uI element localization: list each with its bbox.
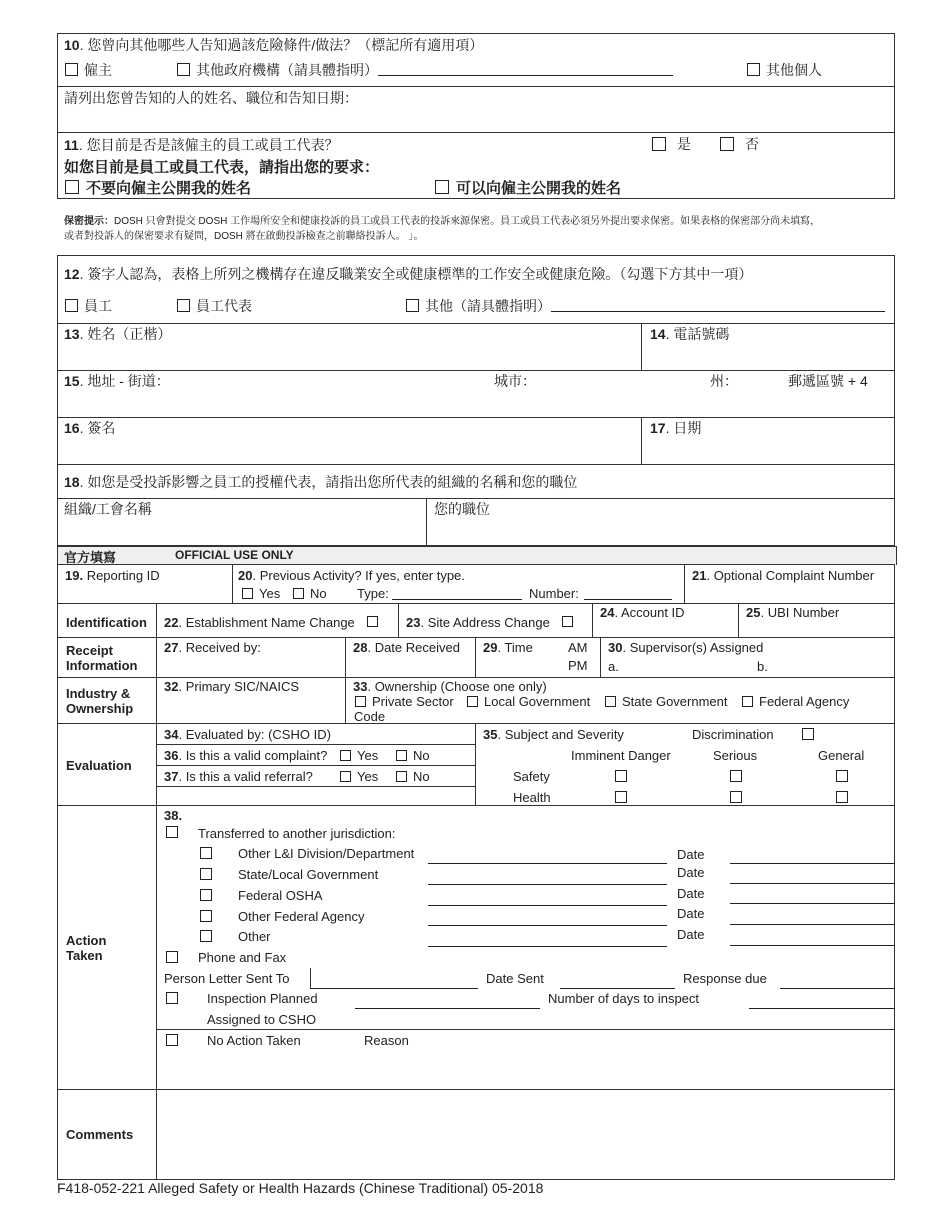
q10-list-prompt: 請列出您曾告知的人的姓名、職位和告知日期：: [64, 90, 358, 106]
jurisdiction-date-label: Date: [677, 847, 705, 862]
divider: [345, 677, 346, 723]
person-letter-label: Person Letter Sent To: [164, 971, 290, 986]
divider: [156, 744, 475, 745]
f29-am[interactable]: AM: [568, 640, 588, 655]
f20-yes-label: Yes: [259, 586, 281, 601]
divider: [57, 603, 895, 604]
f20-yes-checkbox[interactable]: [242, 588, 253, 599]
action-label: Action: [66, 933, 107, 948]
jurisdiction-date-label: Date: [677, 906, 705, 921]
f22-checkbox[interactable]: [367, 616, 378, 627]
divider: [426, 498, 427, 546]
q16-signature-label: 16. 簽名: [64, 420, 116, 436]
jurisdiction-checkbox[interactable]: [200, 889, 212, 901]
f33-private-label: Private Sector: [372, 694, 454, 709]
q11-no-checkbox[interactable]: [720, 137, 734, 151]
f23-site-change: 23. Site Address Change: [406, 615, 550, 630]
divider: [57, 677, 895, 678]
confidentiality-note-line2: 或者對投訴人的保密要求有疑問，DOSH 將在啟動投訴檢查之前聯絡投訴人。 」。: [64, 231, 424, 242]
f20-number-label: Number:: [529, 586, 579, 601]
q11-question: 11. 您目前是否是該僱主的員工或員工代表？: [64, 137, 339, 153]
f37-yes-label: Yes: [357, 769, 379, 784]
jurisdiction-line[interactable]: [428, 925, 667, 926]
q12-other-label: 其他（請具體指明）: [425, 298, 551, 314]
evaluation-label: Evaluation: [66, 758, 132, 773]
health-imminent-checkbox[interactable]: [615, 791, 627, 803]
date-sent-field[interactable]: [560, 988, 675, 989]
person-letter-field[interactable]: [310, 988, 478, 989]
q11-request: 如您目前是員工或員工代表，請指出您的要求：: [64, 159, 380, 176]
person-letter-field-edge: [310, 968, 311, 988]
f35-health-label: Health: [513, 790, 551, 805]
f33-private-checkbox[interactable]: [355, 696, 366, 707]
q11-yes-label: 是: [677, 136, 691, 152]
f37-yes-checkbox[interactable]: [340, 771, 351, 782]
jurisdiction-date-line[interactable]: [730, 924, 895, 925]
jurisdiction-date-line[interactable]: [730, 863, 895, 864]
q11-yes-checkbox[interactable]: [652, 137, 666, 151]
q12-other-line[interactable]: [551, 311, 885, 312]
industry-label: Industry &: [66, 686, 131, 701]
f38-number: 38.: [164, 808, 183, 823]
q11-show-name-label: 可以向僱主公開我的姓名: [456, 180, 622, 197]
phone-fax-checkbox[interactable]: [166, 951, 178, 963]
q15-state-label: 州：: [710, 373, 738, 389]
f20-no-label: No: [310, 586, 327, 601]
f33-federal-checkbox[interactable]: [742, 696, 753, 707]
jurisdiction-checkbox[interactable]: [200, 910, 212, 922]
q13-name-label: 13. 姓名（正楷）: [64, 326, 172, 342]
receipt-label-2: Information: [66, 658, 138, 673]
divider: [57, 417, 895, 418]
response-due-label: Response due: [683, 971, 767, 986]
f19-reporting-id: 19. Reporting ID: [65, 568, 160, 583]
safety-general-checkbox[interactable]: [836, 770, 848, 782]
jurisdiction-date-line[interactable]: [730, 945, 895, 946]
q11-hide-name-label: 不要向僱主公開我的姓名: [86, 180, 252, 197]
f33-local-label: Local Government: [484, 694, 591, 709]
f33-local-checkbox[interactable]: [467, 696, 478, 707]
f33-ownership: 33. Ownership (Choose one only): [353, 679, 547, 694]
date-sent-label: Date Sent: [486, 971, 544, 986]
f35-safety-label: Safety: [513, 769, 550, 784]
jurisdiction-checkbox[interactable]: [200, 868, 212, 880]
f20-previous-activity: 20. Previous Activity? If yes, enter type.: [238, 568, 465, 583]
f30-a: a.: [608, 659, 619, 674]
days-label: Number of days to inspect: [548, 991, 700, 1006]
divider: [57, 86, 895, 87]
divider: [57, 805, 895, 806]
comments-label: Comments: [66, 1127, 134, 1142]
f35-subject-severity: 35. Subject and Severity: [483, 727, 624, 742]
jurisdiction-line[interactable]: [428, 863, 667, 864]
f29-pm[interactable]: PM: [568, 658, 588, 673]
q15-address-label: 15. 地址 - 街道：: [64, 373, 170, 389]
q12-other-checkbox[interactable]: [406, 299, 419, 312]
q10-employer-checkbox[interactable]: [65, 63, 78, 76]
jurisdiction-line[interactable]: [428, 946, 667, 947]
divider: [57, 323, 895, 324]
q15-zip-label: 郵遞區號 + 4: [788, 373, 868, 389]
f30-supervisors: 30. Supervisor(s) Assigned: [608, 640, 764, 655]
q18-question: 18. 如您是受投訴影響之員工的授權代表，請指出您所代表的組織的名稱和您的職位: [64, 474, 578, 490]
f20-number-field[interactable]: [584, 599, 672, 600]
q11-no-label: 否: [745, 136, 759, 152]
days-field[interactable]: [749, 1008, 895, 1009]
q10-other-gov-line[interactable]: [378, 75, 673, 76]
jurisdiction-checkbox[interactable]: [200, 847, 212, 859]
jurisdiction-line[interactable]: [428, 905, 667, 906]
f35-discrimination-label: Discrimination: [692, 727, 774, 742]
inspection-checkbox[interactable]: [166, 992, 178, 1004]
f37-no-checkbox[interactable]: [396, 771, 407, 782]
divider: [738, 603, 739, 637]
receipt-label: Receipt: [66, 643, 113, 658]
f36-no-label: No: [413, 748, 430, 763]
divider: [600, 637, 601, 677]
official-table: [57, 564, 895, 1180]
divider: [592, 603, 593, 637]
q18-title-label: 您的職位: [434, 501, 490, 517]
divider: [156, 765, 475, 766]
q10-other-gov-label: 其他政府機構（請具體指明）: [196, 62, 378, 78]
f20-type-label: Type:: [357, 586, 389, 601]
divider: [57, 637, 895, 638]
health-general-checkbox[interactable]: [836, 791, 848, 803]
reason-label: Reason: [364, 1033, 409, 1048]
divider: [232, 564, 233, 603]
q12-question: 12. 簽字人認為，表格上所列之機構存在違反職業安全或健康標準的工作安全或健康危險。（勾選下方其中一項）: [64, 266, 753, 282]
q14-phone-label: 14. 電話號碼: [650, 326, 730, 342]
q10-question: 10. 您曾向其他哪些人告知過該危險條件/做法？（標記所有適用項）: [64, 37, 484, 53]
f36-no-checkbox[interactable]: [396, 750, 407, 761]
f33-federal-label: Federal Agency: [759, 694, 850, 709]
f30-b: b.: [757, 659, 768, 674]
comments-field[interactable]: [157, 1090, 894, 1179]
q10-other-person-label: 其他個人: [766, 62, 822, 78]
no-action-label: No Action Taken: [207, 1033, 301, 1048]
no-action-checkbox[interactable]: [166, 1034, 178, 1046]
q12-employee-label: 員工: [84, 298, 112, 314]
official-use-en: OFFICIAL USE ONLY: [175, 548, 294, 562]
f35-discrimination-checkbox[interactable]: [802, 728, 814, 740]
q10-employer-label: 僱主: [84, 62, 112, 78]
divider: [57, 723, 895, 724]
divider: [641, 323, 642, 370]
jurisdiction-date-label: Date: [677, 927, 705, 942]
transferred-checkbox[interactable]: [166, 826, 178, 838]
f33-state-checkbox[interactable]: [605, 696, 616, 707]
divider: [57, 464, 895, 465]
f36-yes-label: Yes: [357, 748, 379, 763]
f37-valid-referral: 37. Is this a valid referral?: [164, 769, 313, 784]
q15-city-label: 城市：: [494, 373, 536, 389]
q12-employee-checkbox[interactable]: [65, 299, 78, 312]
inspection-field[interactable]: [355, 1008, 540, 1009]
jurisdiction-label: Federal OSHA: [238, 888, 323, 903]
f34-evaluated-by: 34. Evaluated by: (CSHO ID): [164, 727, 331, 742]
f36-valid-complaint: 36. Is this a valid complaint?: [164, 748, 328, 763]
divider: [641, 417, 642, 464]
health-serious-checkbox[interactable]: [730, 791, 742, 803]
jurisdiction-date-label: Date: [677, 886, 705, 901]
divider: [345, 637, 346, 677]
jurisdiction-label: Other: [238, 929, 271, 944]
divider: [156, 786, 475, 787]
f24-account-id: 24. Account ID: [600, 605, 685, 620]
f37-no-label: No: [413, 769, 430, 784]
q10-other-gov-checkbox[interactable]: [177, 63, 190, 76]
jurisdiction-label: State/Local Government: [238, 867, 379, 882]
official-use-zh: 官方填寫: [64, 550, 117, 565]
safety-imminent-checkbox[interactable]: [615, 770, 627, 782]
identification-label: Identification: [66, 615, 147, 630]
f35-imminent-header: Imminent Danger: [571, 748, 671, 763]
divider: [57, 132, 895, 133]
q11-hide-name-checkbox[interactable]: [65, 180, 79, 194]
divider: [475, 723, 476, 805]
divider: [57, 370, 895, 371]
divider: [156, 1029, 895, 1030]
divider: [684, 564, 685, 603]
f35-general-header: General: [818, 748, 865, 763]
response-due-field[interactable]: [780, 988, 895, 989]
jurisdiction-label: Other L&I Division/Department: [238, 846, 415, 861]
safety-serious-checkbox[interactable]: [730, 770, 742, 782]
f21-complaint-number: 21. Optional Complaint Number: [692, 568, 875, 583]
assigned-label: Assigned to CSHO: [207, 1012, 317, 1027]
action-label-2: Taken: [66, 948, 103, 963]
jurisdiction-label: Other Federal Agency: [238, 909, 365, 924]
f20-type-field[interactable]: [392, 599, 522, 600]
f33-state-label: State Government: [622, 694, 728, 709]
form-footer: F418-052-221 Alleged Safety or Health Hazards (Chinese Traditional) 05-2018: [57, 1180, 544, 1196]
jurisdiction-date-line[interactable]: [730, 883, 895, 884]
f36-yes-checkbox[interactable]: [340, 750, 351, 761]
f28-date-received: 28. Date Received: [353, 640, 460, 655]
inspection-label: Inspection Planned: [207, 991, 318, 1006]
jurisdiction-line[interactable]: [428, 884, 667, 885]
q18-org-label: 組織/工會名稱: [64, 501, 152, 517]
phone-fax-label: Phone and Fax: [198, 950, 287, 965]
q17-date-label: 17. 日期: [650, 420, 702, 436]
f22-name-change: 22. Establishment Name Change: [164, 615, 355, 630]
q12-rep-label: 員工代表: [196, 298, 252, 314]
f35-serious-header: Serious: [713, 748, 758, 763]
q12-rep-checkbox[interactable]: [177, 299, 190, 312]
f32-sic-naics: 32. Primary SIC/NAICS: [164, 679, 300, 694]
f23-checkbox[interactable]: [562, 616, 573, 627]
transferred-label: Transferred to another jurisdiction:: [198, 826, 396, 841]
jurisdiction-checkbox[interactable]: [200, 930, 212, 942]
confidentiality-note: 保密提示：DOSH 只會對提交 DOSH 工作場所安全和健康投訴的員工或員工代表的投訴來源保密。員工或員工代表必須另外提出要求保密。如果表格的保密部分尚未填寫，: [64, 216, 821, 227]
f29-time: 29. Time: [483, 640, 533, 655]
q10-other-person-checkbox[interactable]: [747, 63, 760, 76]
f25-ubi-number: 25. UBI Number: [746, 605, 840, 620]
f33-code-label: Code: [354, 709, 386, 724]
f20-no-checkbox[interactable]: [293, 588, 304, 599]
jurisdiction-date-line[interactable]: [730, 903, 895, 904]
q11-show-name-checkbox[interactable]: [435, 180, 449, 194]
jurisdiction-date-label: Date: [677, 865, 705, 880]
divider: [475, 637, 476, 677]
divider: [398, 603, 399, 637]
industry-label-2: Ownership: [66, 701, 134, 716]
f27-received-by: 27. Received by:: [164, 640, 261, 655]
